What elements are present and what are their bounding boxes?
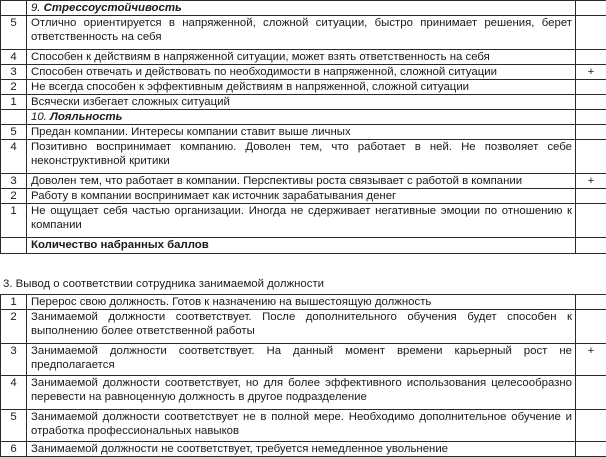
- total-row: [1, 238, 606, 254]
- table-row: [1, 95, 606, 110]
- row-mark: [576, 442, 606, 457]
- row-text: Перерос свою должность. Готов к назначению на вышестоящую должность: [27, 295, 576, 310]
- row-text: Доволен тем, что работает в компании. Перспективы роста связывает с работой в компании: [27, 174, 576, 189]
- row-text: Не ощущает себя частью организации. Иногда не сдерживает негативные эмоции по отношению к компании: [27, 204, 576, 238]
- table-row: [1, 442, 606, 457]
- table-row: [1, 204, 606, 238]
- table-row: [1, 295, 606, 310]
- row-number: [1, 1, 27, 16]
- row-mark: [576, 295, 606, 310]
- row-number: 1: [1, 295, 27, 310]
- row-mark: [576, 140, 606, 174]
- row-mark: +: [576, 65, 606, 80]
- table-row: [1, 189, 606, 204]
- table-row: [1, 125, 606, 140]
- row-number: [1, 110, 27, 125]
- row-number: 5: [1, 16, 27, 50]
- section-row: [1, 110, 606, 125]
- table-row: [1, 140, 606, 174]
- row-text: Не всегда способен к эффективным действиям в напряженной, сложной ситуации: [27, 80, 576, 95]
- row-mark: +: [576, 344, 606, 376]
- row-mark: [576, 376, 606, 410]
- row-number: 2: [1, 80, 27, 95]
- row-mark: [576, 204, 606, 238]
- row-text: Работу в компании воспринимает как источник зарабатывания денег: [27, 189, 576, 204]
- row-text: Занимаемой должности не соответствует, требуется немедленное увольнение: [27, 442, 576, 457]
- row-text: Способен отвечать и действовать по необходимости в напряженной, сложной ситуации: [27, 65, 576, 80]
- section-row: [1, 1, 606, 16]
- row-text: Занимаемой должности соответствует. После дополнительного обучения будет способен к выполнению более ответственной работы: [27, 310, 576, 344]
- row-number: 2: [1, 310, 27, 344]
- section-number: 9.: [31, 2, 41, 14]
- row-mark: [576, 110, 606, 125]
- section-title: [27, 110, 576, 125]
- row-number: 4: [1, 50, 27, 65]
- table-row: [1, 50, 606, 65]
- table-row: [1, 16, 606, 50]
- row-number: 4: [1, 376, 27, 410]
- table-row: [1, 344, 606, 376]
- row-number: 3: [1, 65, 27, 80]
- row-mark: [576, 80, 606, 95]
- section-caption: 3. Вывод о соответствии сотрудника занимаемой должности: [3, 277, 324, 291]
- section-name: Лояльность: [50, 111, 122, 123]
- row-text: Занимаемой должности соответствует, но для более эффективного использования целесообразно перевести на равноценную должность в другое подразделение: [27, 376, 576, 410]
- row-mark: [576, 95, 606, 110]
- row-mark: [576, 125, 606, 140]
- row-number: [1, 238, 27, 254]
- table-row: [1, 174, 606, 189]
- row-mark: [576, 1, 606, 16]
- table-row: [1, 65, 606, 80]
- row-mark: [576, 310, 606, 344]
- table-row: [1, 80, 606, 95]
- conclusion-table: [0, 294, 606, 457]
- row-number: 3: [1, 344, 27, 376]
- row-text: Предан компании. Интересы компании ставит выше личных: [27, 125, 576, 140]
- row-number: 1: [1, 95, 27, 110]
- row-mark: [576, 189, 606, 204]
- section-title: [27, 1, 576, 16]
- row-number: 5: [1, 125, 27, 140]
- table-row: [1, 376, 606, 410]
- row-number: 4: [1, 140, 27, 174]
- row-mark: [576, 50, 606, 65]
- row-number: 5: [1, 410, 27, 442]
- table-row: [1, 310, 606, 344]
- row-mark: [576, 238, 606, 254]
- total-label: Количество набранных баллов: [27, 238, 576, 254]
- section-name: Стрессоустойчивость: [44, 2, 182, 14]
- table-row: [1, 410, 606, 442]
- row-number: 3: [1, 174, 27, 189]
- row-mark: [576, 410, 606, 442]
- row-text: Отлично ориентируется в напряженной, сложной ситуации, быстро принимает решения, берет ответственность на себя: [27, 16, 576, 50]
- row-number: 1: [1, 204, 27, 238]
- row-text: Способен к действиям в напряженной ситуации, может взять ответственность на себя: [27, 50, 576, 65]
- row-mark: +: [576, 174, 606, 189]
- row-text: Позитивно воспринимает компанию. Доволен тем, что работает в ней. Не позволяет себе неконструктивной критики: [27, 140, 576, 174]
- row-mark: [576, 16, 606, 50]
- row-text: Всячески избегает сложных ситуаций: [27, 95, 576, 110]
- row-text: Занимаемой должности соответствует не в полной мере. Необходимо дополнительное обучение и отработка профессиональных навыков: [27, 410, 576, 442]
- row-number: 2: [1, 189, 27, 204]
- section-number: 10.: [31, 111, 47, 123]
- row-number: 6: [1, 442, 27, 457]
- row-text: Занимаемой должности соответствует. На данный момент времени карьерный рост не предполагается: [27, 344, 576, 376]
